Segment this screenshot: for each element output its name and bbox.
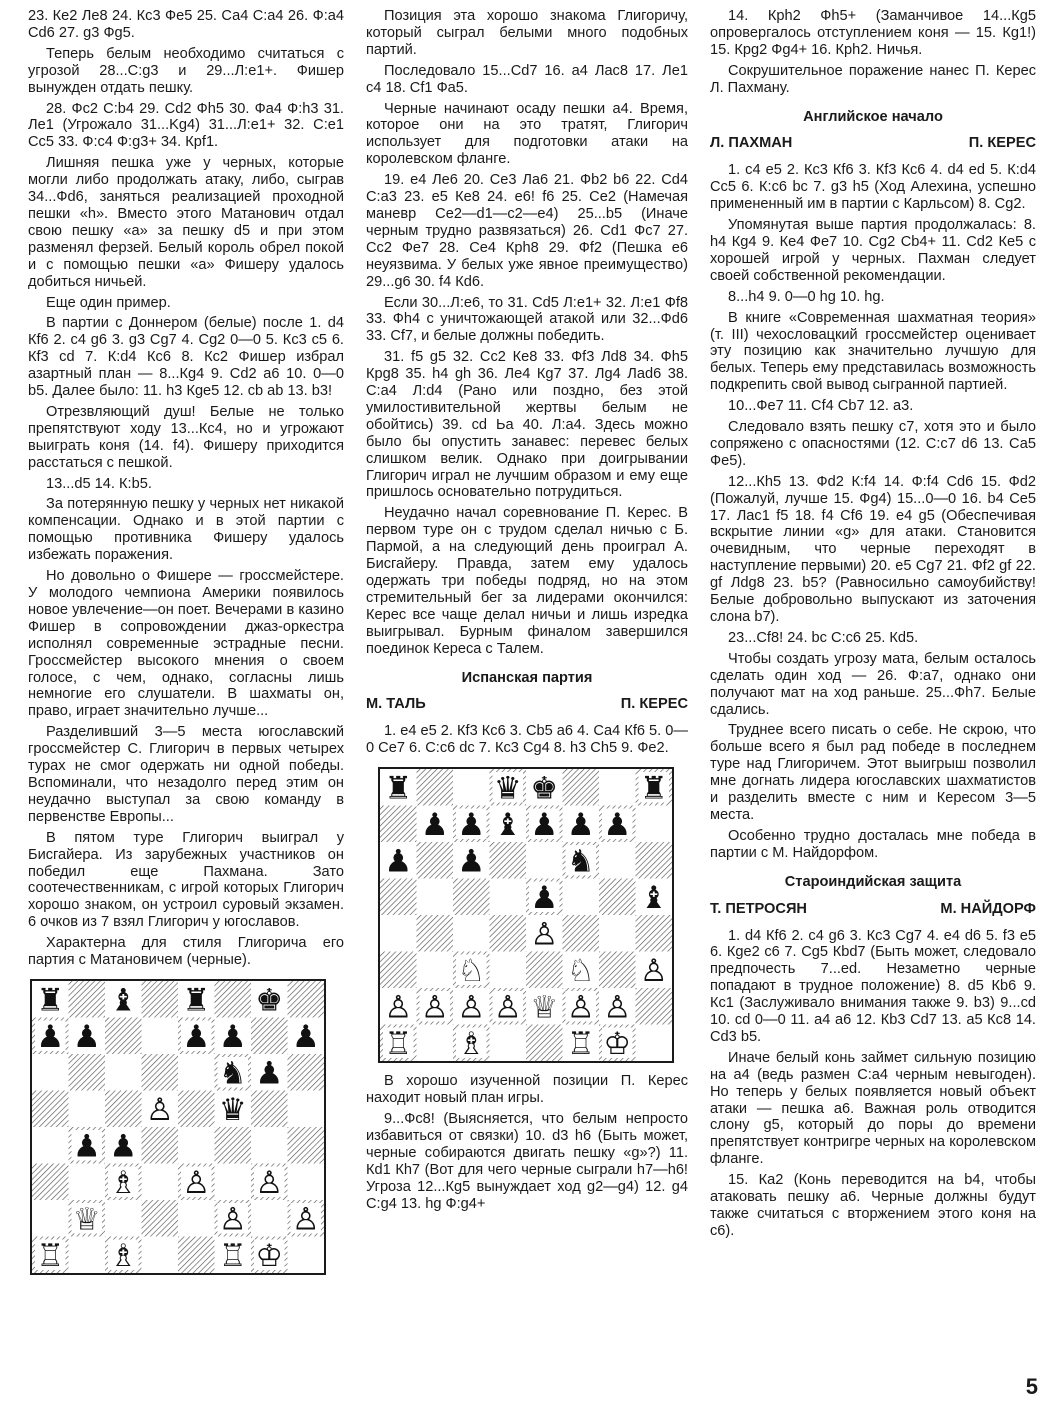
- dark-square: [526, 1025, 563, 1062]
- light-square: [636, 806, 673, 843]
- chess-piece-c8: ♝: [109, 982, 138, 1019]
- chess-piece-c3: ♗: [109, 1164, 138, 1201]
- chess-board: [380, 769, 672, 1061]
- light-square: [215, 1163, 252, 1200]
- light-square: [32, 1054, 69, 1091]
- article-paragraph: 23...Сf8! 24. bc С:с6 25. Кd5.: [728, 629, 919, 646]
- dark-square: [380, 806, 417, 843]
- light-square: [288, 1163, 325, 1200]
- chess-piece-g2: ♙: [603, 989, 632, 1026]
- light-square: [142, 1017, 179, 1054]
- article-paragraph: В партии с Доннером (белые) после 1. d4 Кf6 2. c4 g6 3. g3 Сg7 4. Сg2 0—0 5. Кс3 с5 6. Кf3 cd 7. К:d4 Кс6 8. Кс2 Фишер избрал азартный план — 8...Кg4 9. Cd2 а6 10. 0—0 b5. Далее было: 11. h3 Кge5 12. cb ab 13. b3!: [28, 315, 344, 400]
- dark-square: [380, 879, 417, 916]
- white-player: Л. ПАХМАН: [710, 135, 793, 152]
- black-player: М. НАЙДОРФ: [940, 900, 1036, 917]
- chess-piece-g1: ♔: [603, 1025, 632, 1062]
- light-square: [563, 879, 600, 916]
- game-players: [710, 135, 1036, 152]
- article-paragraph: Сокрушительное поражение нанес П. Керес Л. Пахману.: [710, 62, 1036, 96]
- chess-piece-a2: ♙: [384, 989, 413, 1026]
- game-moves: 1. е4 е5 2. Кf3 Кс6 3. Cb5 а6 4. Са4 Кf6 5. 0—0 Се7 6. С:с6 dc 7. Кс3 Сg4 8. h3 Ch5 9. Фе2.: [366, 723, 688, 757]
- dark-square: [32, 1090, 69, 1127]
- column-1: [28, 8, 344, 1285]
- dark-square: [526, 952, 563, 989]
- chess-piece-b2: ♕: [72, 1201, 101, 1238]
- chess-piece-d8: ♛: [493, 770, 522, 807]
- chess-piece-g1: ♔: [255, 1237, 284, 1273]
- dark-square: [251, 1090, 288, 1127]
- dark-square: [636, 988, 673, 1025]
- article-paragraph: В книге «Современная шахматная теория» (т. III) чехословацкий гроссмейстер оценивает эту позицию как значительно лучшую для белых. Теперь ему представилась возможность подкрепить свой вывод сыгранной партией.: [710, 309, 1036, 394]
- dark-square: [417, 842, 454, 879]
- light-square: [178, 1200, 215, 1237]
- dark-square: [142, 1054, 179, 1091]
- article-paragraph: 14. Кph2 Фh5+ (Заманчивое 14...Кg5 опровергалось отступлением коня — 15. Кg1!) 15. Кpg2 Фg4+ 16. Кph2. Ничья.: [710, 8, 1036, 58]
- article-paragraph: 9...Фс8! (Выясняется, что белым непросто избавиться от связки) 10. d3 h6 (Быть может, черные собираются двигать пешку «g»?) 11. Кd1 Кh7 (Вот для чего черные сыграли h7—h6! Угроза 12...Кg5 вынуждает ход g2—g4) 12. g4 С:g4 13. hg Ф:g4+: [366, 1110, 688, 1212]
- chess-piece-g7: ♟: [603, 806, 632, 843]
- article-paragraph: Отрезвляющий душ! Белые не только препятствуют ходу 13...Кс4, но и угрожают выиграть коня (14. f4). Фишеру приходится расстаться с пешкой.: [28, 403, 344, 471]
- article-paragraph: 1. d4 Кf6 2. с4 g6 3. Кс3 Сg7 4. е4 d6 5. f3 е5 6. Кgе2 с6 7. Сg5 Кbd7 (Быть может, следовало предпочесть 7...ed. Незаметно черные попадают в трудное положение) 8. d5 Кb6 9. Кс1 (Заслуживало внимания также 9. b3) 9...cd 10. cd 0—0 11. а4 а6 12. Кb3 Cd7 13. а5 Кс8 14. Cd3 b5.: [710, 927, 1036, 1045]
- light-square: [490, 1025, 527, 1062]
- chess-piece-a1: ♖: [384, 1025, 413, 1062]
- article-paragraph: Если 30...Л:е6, то 31. Cd5 Л:е1+ 32. Л:е1 Фf8 33. Фh4 с уничтожающей атакой или 32...Фd6 33. Cf7, и белые должны победить.: [366, 294, 688, 345]
- dark-square: [69, 1054, 106, 1091]
- chess-piece-d7: ♝: [493, 806, 522, 843]
- chess-piece-b2: ♙: [420, 989, 449, 1026]
- light-square: [251, 1127, 288, 1164]
- dark-square: [215, 1127, 252, 1164]
- article-paragraph: Позиция эта хорошо знакома Глигоричу, который сыграл белыми много подобных партий.: [366, 8, 688, 58]
- chess-piece-f7: ♟: [218, 1018, 247, 1055]
- light-square: [178, 1127, 215, 1164]
- chess-piece-h7: ♟: [291, 1018, 320, 1055]
- chess-piece-d2: ♙: [493, 989, 522, 1026]
- chess-piece-a1: ♖: [36, 1237, 65, 1273]
- light-square: [417, 1025, 454, 1062]
- chess-piece-f7: ♟: [566, 806, 595, 843]
- dark-square: [178, 1090, 215, 1127]
- chess-piece-a6: ♟: [384, 843, 413, 880]
- article-paragraph: Чтобы создать угрозу мата, белым осталось сделать один ход — 26. Ф:а7, однако они получают мат на ход раньше. 25...Фh7. Белые сдались.: [710, 650, 1036, 718]
- article-paragraph: 31. f5 g5 32. Сс2 Ке8 33. Фf3 Лd8 34. Фh5 Кpg8 35. h4 gh 36. Ле4 Кg7 37. Лg4 Лаd6 38. С:а4 Л:d4 (Рано или поздно, без этой умилостивительной жертвы белым не обойтись) 39. cd Ьа 40. Л:а4. Здесь можно было бы опустить занавес: перевес белых слишком велик. Однако при доигрывании Глигорич играл не лучшим образом и ему еще пришлось основательно потрудиться.: [366, 349, 688, 501]
- chess-piece-a8: ♜: [384, 770, 413, 807]
- article-paragraph: 1. с4 е5 2. Кс3 Кf6 3. Кf3 Кс6 4. d4 ed 5. К:d4 Сс5 6. К:с6 bc 7. g3 h5 (Ход Алехина, успешно примененный им в партии с Карльсом) 8. Сg2.: [710, 162, 1036, 213]
- dark-square: [490, 842, 527, 879]
- game-players: [366, 696, 688, 713]
- chess-piece-f5: ♛: [218, 1091, 247, 1128]
- light-square: [178, 1054, 215, 1091]
- dark-square: [142, 981, 179, 1018]
- chess-piece-f3: ♘: [566, 952, 595, 989]
- article-paragraph: 13...d5 14. К:b5.: [46, 475, 152, 492]
- light-square: [599, 842, 636, 879]
- chess-piece-g8: ♚: [255, 982, 284, 1019]
- chess-piece-e5: ♟: [530, 879, 559, 916]
- chess-piece-a7: ♟: [36, 1018, 65, 1055]
- chess-piece-e7: ♟: [530, 806, 559, 843]
- black-player: П. КЕРЕС: [968, 135, 1036, 152]
- light-square: [251, 1200, 288, 1237]
- light-square: [599, 769, 636, 806]
- article-paragraph: Теперь белым необходимо считаться с угрозой 28...С:g3 и 29...Л:е1+. Фишер вынужден отдать пешку.: [28, 45, 344, 96]
- chess-piece-e8: ♜: [182, 982, 211, 1019]
- chess-piece-h2: ♙: [291, 1201, 320, 1238]
- chess-piece-b7: ♟: [72, 1018, 101, 1055]
- article-paragraph: Лишняя пешка уже у черных, которые могли либо продолжать атаку, либо, сыграв 34...Фd6, заняться реализацией проходной пешки «h». Вместо этого Матанович отдал свою пешку «а» за пешку d5 и при этом разменял ферзей. Белый король обрел покой и с помощью пешки «а» Фишеру удалось добиться ничьей.: [28, 155, 344, 290]
- article-paragraph: Иначе белый конь займет сильную позицию на а4 (ведь размен С:а4 черным невыгоден). Но теперь у белых появляется новый объект атаки — пешка а6. Важная роль отводится слону g5, который до поры до времени препятствует контригре черных на королевском фланге.: [710, 1049, 1036, 1168]
- light-square: [417, 952, 454, 989]
- light-square: [453, 769, 490, 806]
- chess-piece-a8: ♜: [36, 982, 65, 1019]
- dark-square: [417, 915, 454, 952]
- light-square: [142, 1236, 179, 1273]
- dark-square: [215, 981, 252, 1018]
- dark-square: [142, 1127, 179, 1164]
- light-square: [380, 915, 417, 952]
- chess-diagram-tal-keres: [378, 767, 674, 1063]
- dark-square: [563, 915, 600, 952]
- chess-piece-f2: ♙: [218, 1201, 247, 1238]
- light-square: [105, 1054, 142, 1091]
- article-paragraph: Черные начинают осаду пешки а4. Время, которое они на это тратят, Глигорич использует для подготовки атаки на королевском фланге.: [366, 100, 688, 168]
- dark-square: [453, 879, 490, 916]
- article-paragraph: 10...Фе7 11. Сf4 Cb7 12. а3.: [728, 398, 914, 415]
- article-paragraph: 28. Фс2 С:b4 29. Cd2 Фh5 30. Фа4 Ф:h3 31. Ле1 (Угрожало 31...Kg4) 31...Л:е1+ 32. С:е1 Сс5 33. Ф:с4 Ф:g3+ 34. Кpf1.: [28, 100, 344, 151]
- chess-piece-f6: ♞: [218, 1055, 247, 1092]
- chess-piece-h8: ♜: [639, 770, 668, 807]
- article-paragraph: Труднее всего писать о себе. Не скрою, что больше всего я был рад победе в последнем туре над Глигоричем. Этот выигрыш позволил мне догнать лидера югославских шахматистов и разделить вместе с ним и Кересом 3—5 места.: [710, 722, 1036, 823]
- dark-square: [32, 1163, 69, 1200]
- dark-square: [288, 1054, 325, 1091]
- dark-square: [105, 1090, 142, 1127]
- dark-square: [636, 842, 673, 879]
- light-square: [599, 915, 636, 952]
- light-square: [417, 879, 454, 916]
- chess-piece-c2: ♙: [457, 989, 486, 1026]
- chess-piece-e3: ♙: [182, 1164, 211, 1201]
- article-paragraph: Но довольно о Фишере — гроссмейстере. У молодого чемпиона Америки появилось новое увлечение—он поет. Вечерами в казино Фишер в сопровождении джаз-оркестра исполнял современные эстрадные песни. Гроссмейстер высокого мнения о своем голосе, с чем, однако, согласны лишь немногие его слушатели. В шахматы он, право, играет значительно лучше...: [28, 568, 344, 720]
- light-square: [490, 879, 527, 916]
- chess-piece-f2: ♙: [566, 989, 595, 1026]
- light-square: [105, 1200, 142, 1237]
- article-paragraph: В пятом туре Глигорич выиграл у Бисгайера. Из зарубежных участников он победил еще Пахмана. Зато соотечественникам, с игрой которых Глигорич хорошо знаком, он устроил суровый экзамен. 6 очков из 7 взял Глигорич у югославов.: [28, 829, 344, 931]
- black-player: П. КЕРЕС: [620, 696, 688, 713]
- chess-piece-d5: ♙: [145, 1091, 174, 1128]
- dark-square: [251, 1017, 288, 1054]
- chess-piece-f1: ♖: [566, 1025, 595, 1062]
- chess-piece-c4: ♟: [109, 1128, 138, 1165]
- chess-piece-b7: ♟: [420, 806, 449, 843]
- light-square: [526, 842, 563, 879]
- article-paragraph: Разделивший 3—5 места югославский гроссмейстер С. Глигорич в первых четырех турах не смог одержать ни одной победы. Вспоминали, что незадолго перед этим он неудачно выступал за свою команду в первенстве Европы...: [28, 724, 344, 825]
- article-paragraph: В хорошо изученной позиции П. Керес находит новый план игры.: [366, 1073, 688, 1107]
- light-square: [32, 1127, 69, 1164]
- chess-diagram-gligoric-matanovic: [30, 979, 326, 1275]
- chess-piece-e4: ♙: [530, 916, 559, 953]
- light-square: [69, 1163, 106, 1200]
- column-3: [710, 8, 1036, 1244]
- chess-piece-c6: ♟: [457, 843, 486, 880]
- white-player: Т. ПЕТРОСЯН: [710, 900, 807, 917]
- light-square: [288, 1090, 325, 1127]
- article-paragraph: 12...Кh5 13. Фd2 К:f4 14. Ф:f4 Cd6 15. Фd2 (Пожалуй, лучше 15. Фg4) 15...0—0 16. b4 Се5 17. Лас1 f5 18. f4 Сf6 19. е4 g5 (Обеспечивая вскрытие линии «g» для атаки. Становится очевидным, что черные переходят в наступление первыми) 20. е5 Сg7 21. Фf2 gf 22. gf Лdg8 23. b5? (Равносильно самоубийству! Белые добровольно выпускают из заточения слона b7).: [710, 473, 1036, 625]
- light-square: [636, 1025, 673, 1062]
- dark-square: [142, 1200, 179, 1237]
- article-paragraph: Последовало 15...Cd7 16. а4 Лас8 17. Ле1 с4 18. Сf1 Фа5.: [366, 62, 688, 96]
- article-paragraph: Упомянутая выше партия продолжалась: 8. h4 Кg4 9. Ке4 Фе7 10. Сg2 Cb4+ 11. Cd2 Ке5 с хорошей игрой у черных. Пахман следует своей собственной рекомендации.: [710, 217, 1036, 284]
- light-square: [32, 1200, 69, 1237]
- white-player: М. ТАЛЬ: [366, 696, 426, 713]
- dark-square: [105, 1017, 142, 1054]
- chess-piece-h5: ♝: [639, 879, 668, 916]
- light-square: [288, 1236, 325, 1273]
- dark-square: [380, 952, 417, 989]
- light-square: [142, 1163, 179, 1200]
- chess-piece-f1: ♖: [218, 1237, 247, 1273]
- chess-piece-g3: ♙: [255, 1164, 284, 1201]
- chess-piece-c3: ♘: [457, 952, 486, 989]
- dark-square: [599, 879, 636, 916]
- dark-square: [288, 981, 325, 1018]
- game-heading: Английское начало: [803, 108, 943, 125]
- page-number: 5: [1025, 1374, 1038, 1399]
- game-players: [710, 901, 1036, 918]
- light-square: [69, 1090, 106, 1127]
- chess-piece-g6: ♟: [255, 1055, 284, 1092]
- chess-piece-f6: ♞: [566, 843, 595, 880]
- chess-piece-e2: ♕: [530, 989, 559, 1026]
- chess-piece-b4: ♟: [72, 1128, 101, 1165]
- dark-square: [288, 1127, 325, 1164]
- article-paragraph: 23. Ке2 Ле8 24. Кс3 Фе5 25. Са4 С:а4 26. Ф:а4 Cd6 27. g3 Фg5.: [28, 8, 344, 41]
- chess-piece-c1: ♗: [457, 1025, 486, 1062]
- article-paragraph: 15. Ка2 (Конь переводится на b4, чтобы атаковать пешку а6. Черные должны будут также считаться с вторжением этого коня на с6).: [710, 1172, 1036, 1239]
- column-2: [366, 8, 688, 1216]
- article-paragraph: Еще один пример.: [46, 294, 171, 311]
- dark-square: [417, 769, 454, 806]
- article-paragraph: Особенно трудно досталась мне победа в партии с М. Найдорфом.: [710, 827, 1036, 861]
- dark-square: [69, 981, 106, 1018]
- chess-piece-e7: ♟: [182, 1018, 211, 1055]
- article-paragraph: Неудачно начал соревнование П. Керес. В первом туре он с трудом сделал ничью с Б. Пармой, а на следующий день проиграл А. Бисгайеру. Правда, затем ему удалось одержать три победы подряд, но на этом стремительный бег за лидерами окончился: Керес все чаще делал ничьи и лишь изредка выигрывал. Бурным финалом завершился поединок Кереса с Талем.: [366, 505, 688, 657]
- chess-piece-c1: ♗: [109, 1237, 138, 1273]
- light-square: [69, 1236, 106, 1273]
- chess-piece-e8: ♚: [530, 770, 559, 807]
- light-square: [453, 915, 490, 952]
- article-paragraph: 19. е4 Ле6 20. Се3 Ла6 21. Фb2 b6 22. Cd4 С:а3 23. е5 Ке8 24. е6! f6 25. Се2 (Намечая маневр Се2—d1—с2—е4) 25...b5 (Иначе черным трудно развязаться) 26. Cd1 Фс7 27. Сс2 Фе7 28. Се4 Кph8 29. Фf2 (Пешка е6 неуязвима. У белых уже явное преимущество) 29...g6 30. f4 Кd6.: [366, 172, 688, 290]
- dark-square: [563, 769, 600, 806]
- chess-piece-h3: ♙: [639, 952, 668, 989]
- dark-square: [178, 1236, 215, 1273]
- game-heading: Испанская партия: [461, 669, 593, 686]
- light-square: [490, 952, 527, 989]
- article-paragraph: Следовало взять пешку с7, хотя это и было сопряжено с опасностями (12. С:с7 d6 13. Са5 Фе5).: [710, 419, 1036, 469]
- dark-square: [636, 915, 673, 952]
- dark-square: [490, 915, 527, 952]
- chess-piece-c7: ♟: [457, 806, 486, 843]
- dark-square: [599, 952, 636, 989]
- article-paragraph: За потерянную пешку у черных нет никакой компенсации. Однако и в этой партии с помощью противника Фишеру удалось избежать поражения.: [28, 496, 344, 564]
- chess-board: [32, 981, 324, 1273]
- game-heading: Староиндийская защита: [784, 873, 962, 890]
- article-paragraph: 8...h4 9. 0—0 hg 10. hg.: [728, 288, 885, 305]
- article-paragraph: Характерна для стиля Глигорича его партия с Матановичем (черные).: [28, 935, 344, 969]
